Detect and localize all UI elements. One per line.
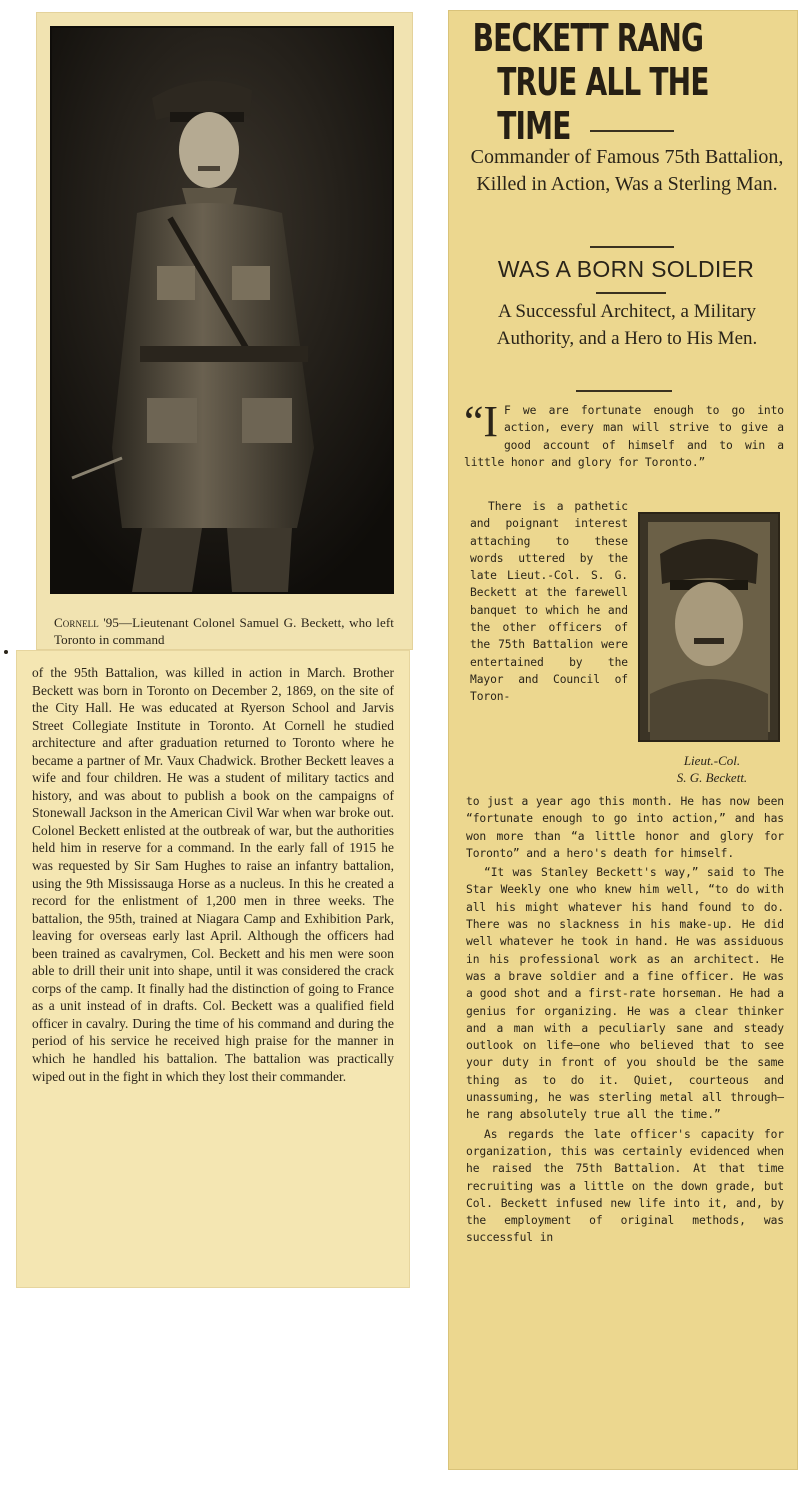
article-headline <box>448 16 798 148</box>
article-deck-architect: A Successful Architect, a Military Authority, and a Hero to His Men. <box>496 301 758 349</box>
caption-text: —Lieutenant Colonel Samuel G. Beckett, who left Toronto in command <box>54 615 395 647</box>
para-2-full-text: to just a year ago this month. He has now been “fortunate enough to go into action,” and has won more than “a little honor and glory for Toronto” and a hero's death for himself. <box>466 795 784 860</box>
headline-line-2: TRUE ALL THE TIME <box>497 60 709 148</box>
headline-line-1: BECKETT RANG <box>472 16 704 60</box>
divider-rule <box>576 390 672 392</box>
photo-clipping <box>36 12 413 650</box>
article-para-1 <box>464 397 784 471</box>
para-3-text: “It was Stanley Beckett's way,” said to The Star Weekly one who knew him well, “to do with all his might whatever his hand found to do. There was no slackness in his make-up. He did well whatever he took in hand. He was assiduous in his professional work as an architect. He was a brave soldier and a fine officer. He was a good shot and a first-rate horseman. He had a genius for organizing. He was a clear thinker and a man with a peculiarly sane and steady outlook on life—one who believed that to see your duty in front of you should be the same thing as to do it. Quiet, courteous and unassuming, he was sterling metal all through—he rang absolutely true all the time.” <box>466 866 784 1122</box>
article-clipping <box>448 10 798 1470</box>
margin-dot <box>4 650 8 654</box>
obituary-clipping <box>16 650 410 1288</box>
para-4-text: As regards the late officer's capacity for organization, this was certainly evidenced when he raised the 75th Battalion. At that time recruiting was a little on the down grade, but Col. Beckett infused new life into it, and, by the employment of original methods, was successful in <box>466 1127 784 1245</box>
divider-rule <box>590 246 674 248</box>
portrait-photo-large <box>50 26 394 594</box>
portrait-photo-small <box>638 512 780 742</box>
portrait-caption <box>642 752 782 786</box>
divider-rule <box>590 130 674 132</box>
lieut-col-portrait-image <box>640 514 778 740</box>
portrait-caption-line-1: Lieut.-Col. <box>683 753 741 768</box>
drop-cap: “I <box>464 397 498 446</box>
caption-lead: Cornell '95 <box>54 615 119 630</box>
para-1-text: F we are fortunate enough to go into action, every man will strive to give a good account of himself and to win a little honor and glory for Toronto.” <box>464 404 784 469</box>
divider-rule <box>596 292 666 294</box>
article-deck-born-soldier: WAS A BORN SOLDIER <box>497 256 755 282</box>
officer-photo-image <box>52 28 392 592</box>
photo-caption <box>54 614 394 648</box>
para-2-wrap-text: There is a pathetic and poignant interest attaching to these words uttered by the late Lieut.-Col. S. G. Beckett at the farewell banquet to which he and the other officers of the 75th Battalion were entertained by the Mayor and Council of Toron- <box>470 500 628 704</box>
portrait-caption-line-2: S. G. Beckett. <box>676 770 748 785</box>
obituary-body: of the 95th Battalion, was killed in action in March. Brother Beckett was born in Toronto on December 2, 1869, on the site of the City Hall. He was educated at Ryerson School and Jarvis Street Collegiate Institute in Toronto. At Cornell he studied architecture and after graduation returned to Toronto where he became a partner of Mr. Vaux Chadwick. Brother Beckett leaves a wife and four children. He was a student of military tactics and history, and was about to publish a book on the campaigns of Stonewall Jackson in the American Civil War when war broke out. Colonel Beckett enlisted at the outbreak of war, but the authorities held him in reserve for a command. In the early fall of 1915 he was requested by Sir Sam Hughes to raise an infantry battalion, using the 9th Mississauga Horse as a nucleus. In this he created a record for the enlistment of 1,200 men in three weeks. The battalion, the 95th, trained at Niagara Camp and Exhibition Park, leaving for overseas early last April. Although the officers had been trained as cavalrymen, Col. Beckett and his men were soon able to drill their unit into shape, until it was considered the crack corps of the camp. It finally had the distinction of going to France as a unit instead of in drafts. Col. Beckett was a qualified field officer in cavalry. During the time of his command and during the period of his service he received high praise for the manner in which he handled his battalion. The battalion was practically wiped out in the fight in which they lost their commander. <box>32 665 394 1084</box>
article-main-text <box>466 793 784 1247</box>
article-subhead: Commander of Famous 75th Battalion, Killed in Action, Was a Sterling Man. <box>470 146 784 195</box>
article-para-2-wrap <box>470 498 628 706</box>
